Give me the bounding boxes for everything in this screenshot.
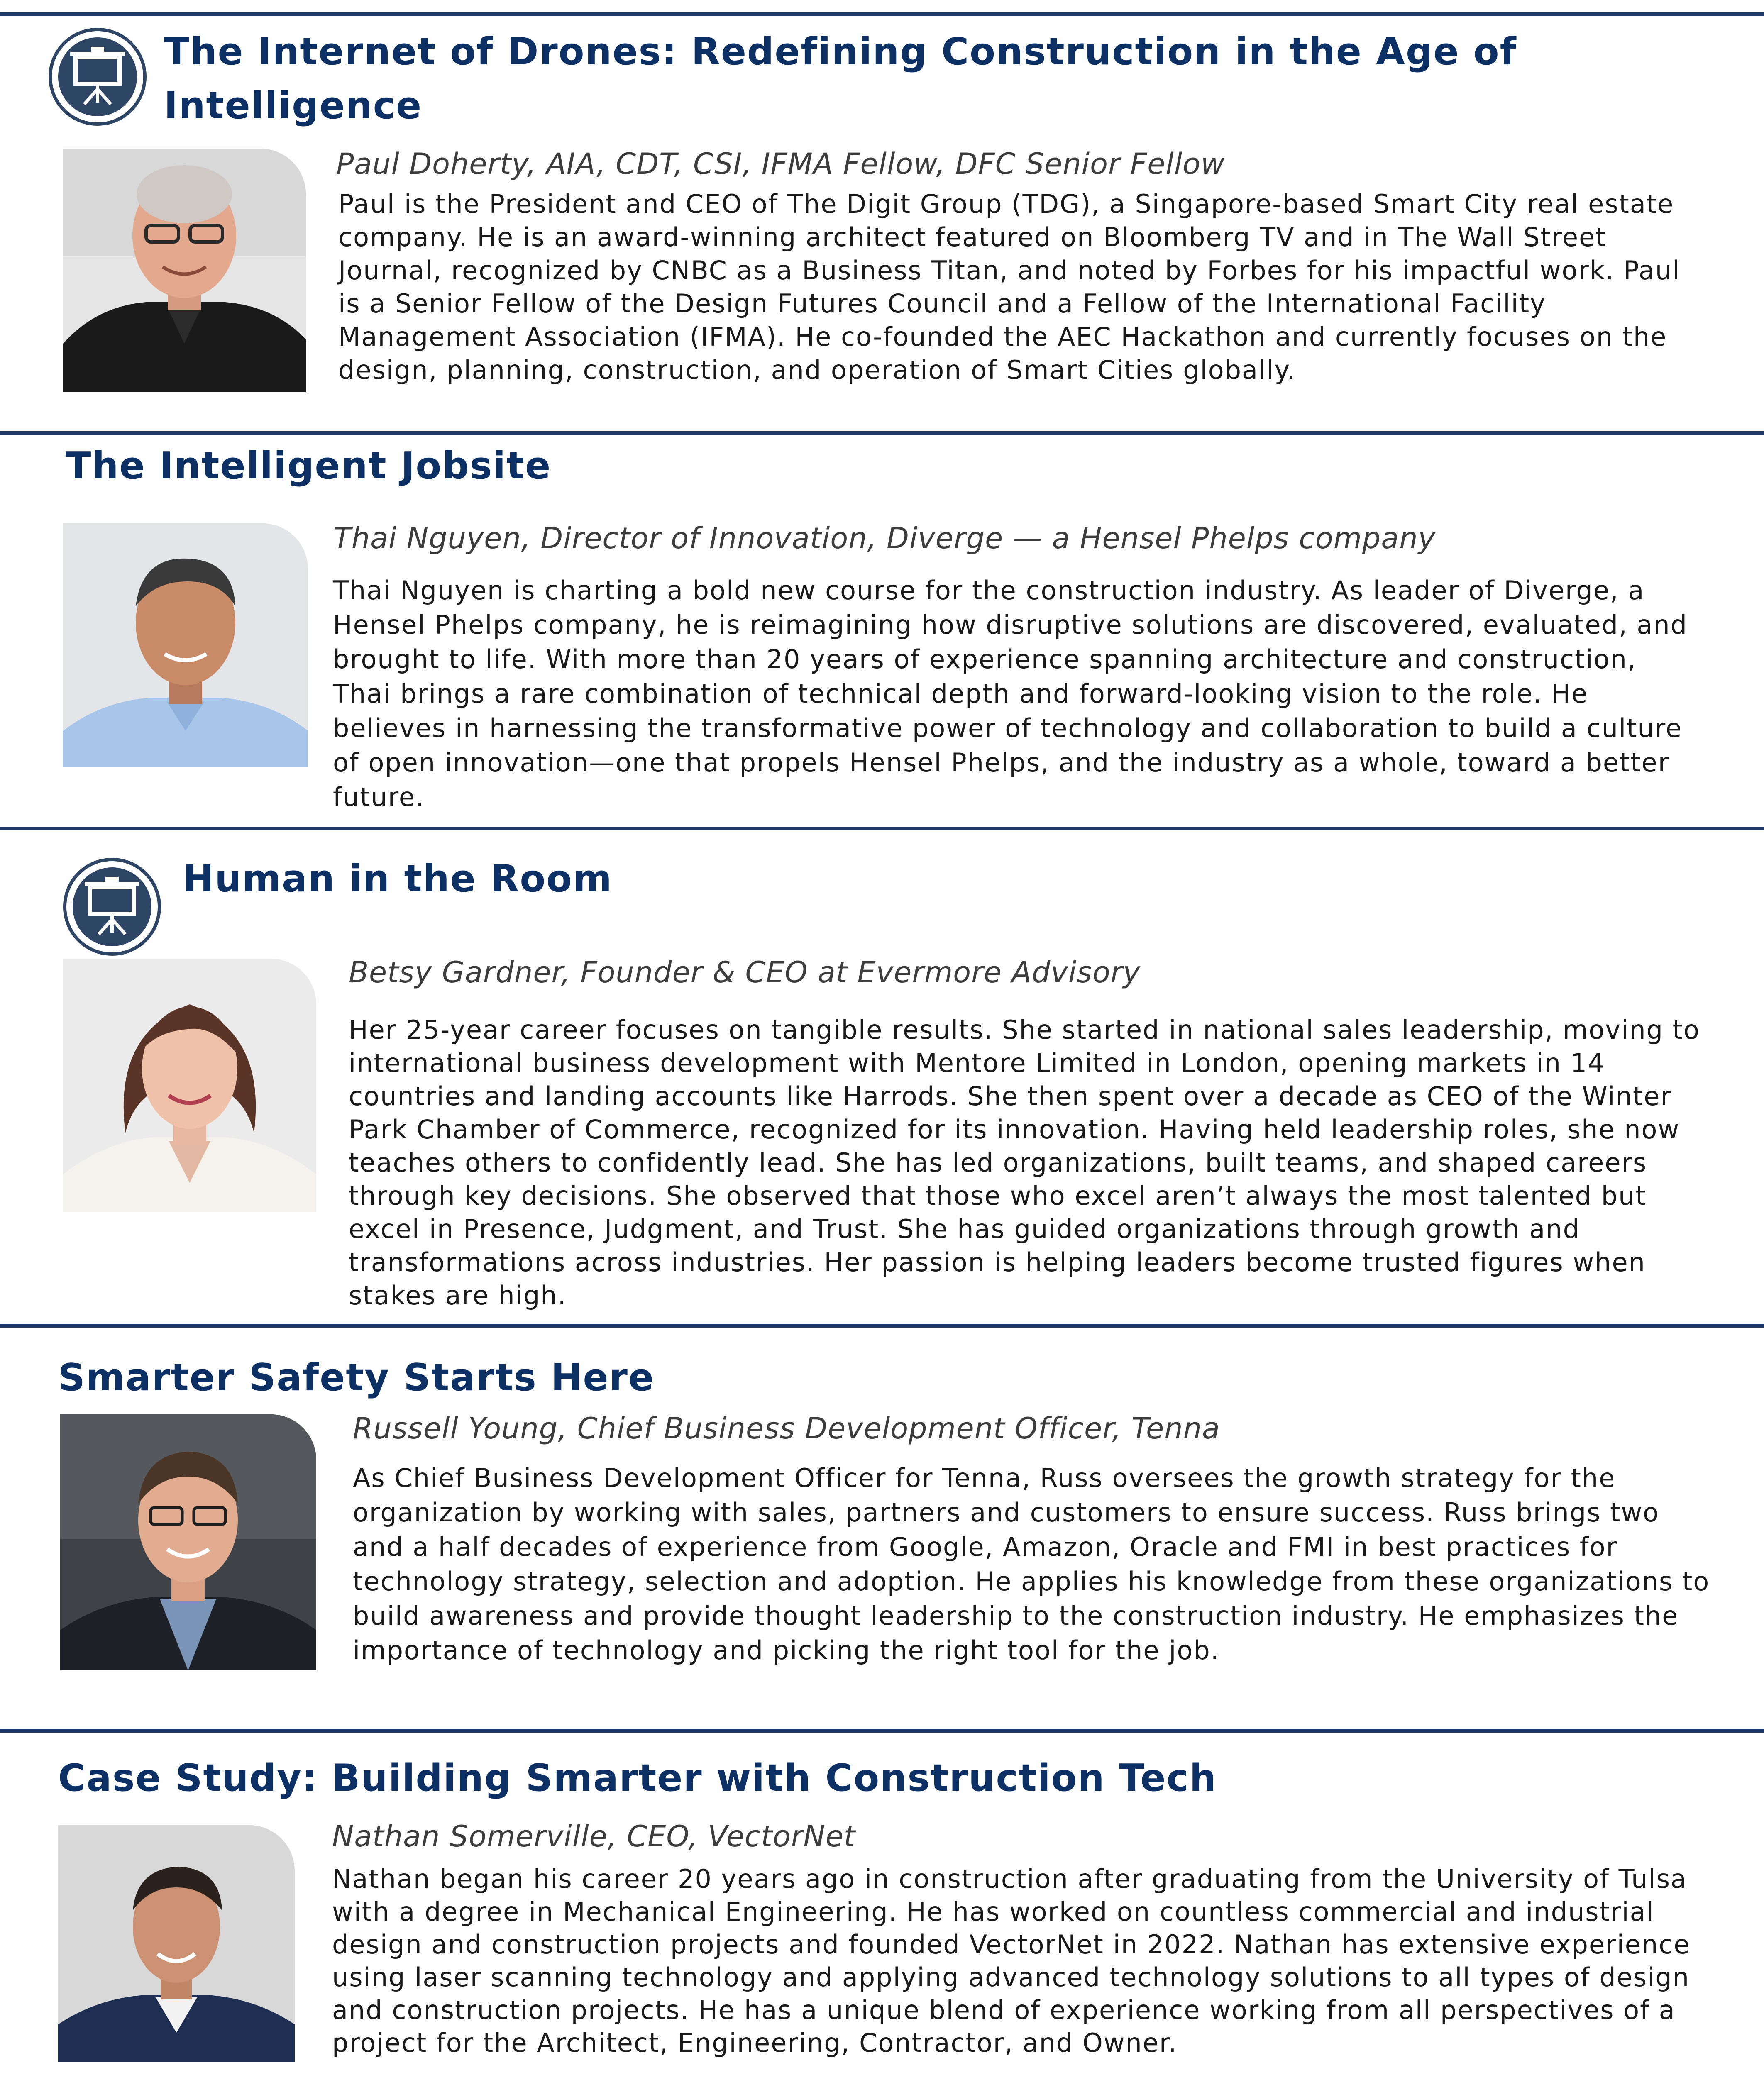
- speaker-bio: As Chief Business Development Officer for Tenna, Russ oversees the growth strategy for the organization by working with sales, partners and customers to ensure success. Russ brings two and a half decades of experience from Google, Amazon, Oracle and FMI in best practices for technology strategy, selection and adoption. He applies his knowledge from these organizations to build awareness and provide thought leadership to the construction industry. He emphasizes the importance of technology and picking the right tool for the job.: [353, 1463, 1710, 1665]
- speaker-photo: [63, 149, 306, 392]
- speaker-name: Thai Nguyen, Director of Innovation, Diverge — a Hensel Phelps company: [333, 521, 1436, 555]
- speaker-bio: Her 25-year career focuses on tangible results. She started in national sales leadership, moving to international business development with Mentore Limited in London, opening markets in 14 countries and landing accounts like Harrods. She then spent over a decade as CEO of the Winter Park Chamber of Commerce, recognized for its innovation. Having held leadership roles, she now teaches others to confidently lead. She has led organizations, built teams, and shaped careers through key decisions. She observed that those who excel aren’t always the most talented but excel in Presence, Judgment, and Trust. She has guided organizations through growth and transformations across industries. Her passion is helping leaders become trusted figures when stakes are high.: [349, 1015, 1700, 1311]
- session-title: Case Study: Building Smarter with Construction Tech: [58, 1756, 1217, 1800]
- section-divider: [0, 1324, 1764, 1328]
- session-title: The Internet of Drones: Redefining Construction in the Age of Intelligence: [164, 30, 1517, 127]
- section-divider: [0, 827, 1764, 830]
- presentation-icon: [48, 27, 147, 127]
- speaker-bio: Nathan began his career 20 years ago in construction after graduating from the University of Tulsa with a degree in Mechanical Engineering. He has worked on countless commercial and industrial design and construction projects and founded VectorNet in 2022. Nathan has extensive experience using laser scanning technology and applying advanced technology solutions to all types of design and construction projects. He has a unique blend of experience working from all perspectives of a project for the Architect, Engineering, Contractor, and Owner.: [332, 1864, 1691, 2058]
- speaker-photo: [63, 959, 316, 1212]
- session-title: Human in the Room: [183, 857, 613, 901]
- speaker-name: Russell Young, Chief Business Development Officer, Tenna: [353, 1411, 1220, 1445]
- section-divider: [0, 1729, 1764, 1733]
- speaker-name: Nathan Somerville, CEO, VectorNet: [332, 1819, 856, 1853]
- speaker-photo: [63, 523, 308, 767]
- speaker-photo: [60, 1414, 316, 1670]
- session-title: Smarter Safety Starts Here: [58, 1356, 655, 1399]
- presentation-icon: [62, 857, 162, 957]
- speaker-bio: Paul is the President and CEO of The Digit Group (TDG), a Singapore-based Smart City real estate company. He is an award-winning architect featured on Bloomberg TV and in The Wall Street Journal, recognized by CNBC as a Business Titan, and noted by Forbes for his impactful work. Paul is a Senior Fellow of the Design Futures Council and a Fellow of the International Facility Management Association (IFMA). He co-founded the AEC Hackathon and currently focuses on the design, planning, construction, and operation of Smart Cities globally.: [338, 189, 1681, 385]
- speaker-photo: [58, 1825, 295, 2062]
- speaker-bio: Thai Nguyen is charting a bold new course for the construction industry. As leader of Diverge, a Hensel Phelps company, he is reimagining how disruptive solutions are discovered, evaluated, and brought to life. With more than 20 years of experience spanning architecture and construction, Thai brings a rare combination of technical depth and forward-looking vision to the role. He believes in harnessing the transformative power of technology and collaboration to build a culture of open innovation—one that propels Hensel Phelps, and the industry as a whole, toward a better future.: [333, 575, 1688, 812]
- session-title: The Intelligent Jobsite: [66, 444, 552, 488]
- speaker-name: Betsy Gardner, Founder & CEO at Evermore Advisory: [349, 955, 1141, 989]
- section-divider: [0, 431, 1764, 435]
- speaker-name: Paul Doherty, AIA, CDT, CSI, IFMA Fellow, DFC Senior Fellow: [336, 147, 1225, 181]
- section-divider: [0, 12, 1764, 16]
